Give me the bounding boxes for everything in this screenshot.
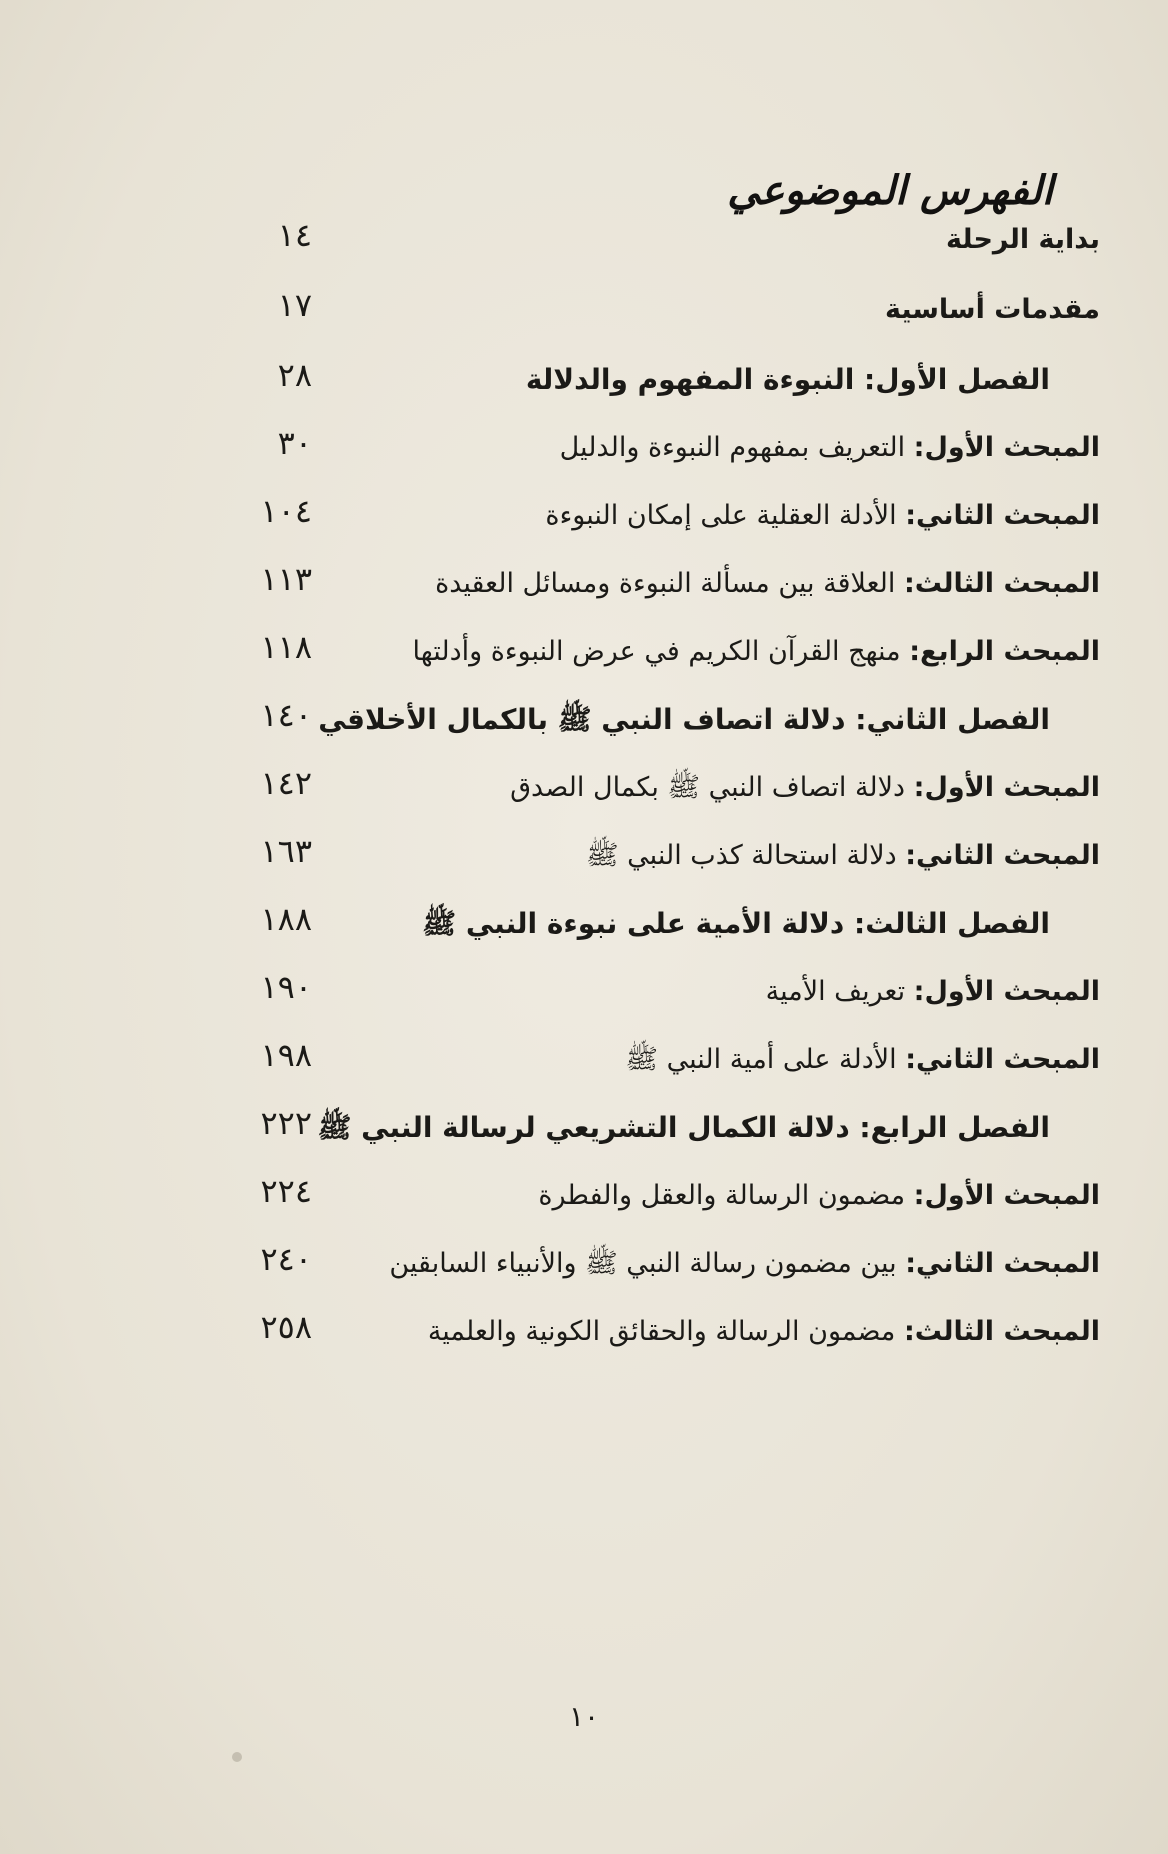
toc-entry-text: مقدمات أساسية [884, 294, 1100, 325]
toc-row [0, 1098, 1168, 1168]
toc-chapter [318, 690, 1050, 750]
toc-entry-text: بين مضمون رسالة النبي ﷺ والأنبياء السابقين [389, 1248, 906, 1279]
toc-section [545, 486, 1100, 546]
toc-entry-text: بداية الرحلة [946, 224, 1100, 255]
toc-entry-label: المبحث الثالث: [903, 568, 1100, 599]
toc-page-number: ١٤٠ [260, 696, 312, 734]
toc-row [0, 280, 1168, 350]
toc-entry [946, 210, 1100, 270]
toc-page-number: ١٤ [277, 216, 312, 254]
toc-entry-text: الأدلة على أمية النبي ﷺ [625, 1044, 906, 1075]
toc-row [0, 554, 1168, 624]
toc-page-number: ١٨٨ [260, 900, 312, 938]
paper-speck [232, 1752, 242, 1762]
toc-page-number: ٢٢٤ [260, 1172, 312, 1210]
toc-row [0, 1030, 1168, 1100]
toc-section [538, 1166, 1100, 1226]
toc-entry-text: مضمون الرسالة والعقل والفطرة [538, 1180, 914, 1211]
toc-section [428, 1302, 1100, 1362]
toc-section [435, 554, 1100, 614]
toc-page-number: ٢٥٨ [260, 1308, 312, 1346]
toc-entry-label: المبحث الأول: [913, 432, 1100, 463]
toc-page-number: ١٧ [277, 286, 312, 324]
toc-page-number: ٢٨ [277, 356, 312, 394]
toc-entry-text: الفصل الرابع: دلالة الكمال التشريعي لرسالة النبي ﷺ [317, 1111, 1050, 1144]
toc-entry-text: العلاقة بين مسألة النبوءة ومسائل العقيدة [435, 568, 904, 599]
toc-row [0, 758, 1168, 828]
toc-row [0, 894, 1168, 964]
toc-entry-label: المبحث الثاني: [905, 1248, 1100, 1279]
toc-chapter [526, 350, 1050, 410]
toc-page-number: ١٩٠ [260, 968, 312, 1006]
toc-section [586, 826, 1100, 886]
toc-row [0, 1234, 1168, 1304]
toc-entry-label: المبحث الأول: [913, 1180, 1100, 1211]
toc-page-number: ١١٨ [260, 628, 312, 666]
toc-page-number: ٢٤٠ [260, 1240, 312, 1278]
toc-chapter [318, 1098, 1050, 1158]
toc-entry-text: الفصل الأول: النبوءة المفهوم والدلالة [525, 363, 1050, 396]
toc-section [625, 1030, 1100, 1090]
toc-page-number: ١١٣ [260, 560, 312, 598]
toc-row [0, 486, 1168, 556]
toc-entry [885, 280, 1100, 340]
toc-section [560, 418, 1100, 478]
toc-row [0, 962, 1168, 1032]
toc-section [510, 758, 1100, 818]
toc-entry-text: الأدلة العقلية على إمكان النبوءة [545, 500, 906, 531]
toc-entry-text: الفصل الثالث: دلالة الأمية على نبوءة النبي ﷺ [422, 907, 1050, 940]
toc-row [0, 210, 1168, 280]
toc-entry-text: دلالة اتصاف النبي ﷺ بكمال الصدق [510, 772, 914, 803]
toc-entry-text: دلالة استحالة كذب النبي ﷺ [585, 840, 906, 871]
toc-page-number: ٢٢٢ [260, 1104, 312, 1142]
toc-row [0, 622, 1168, 692]
toc-page-number: ١٦٣ [260, 832, 312, 870]
toc-section [389, 1234, 1100, 1294]
toc-page-number: ٣٠ [277, 424, 312, 462]
toc-entry-label: المبحث الأول: [913, 976, 1100, 1007]
toc-entry-text: مضمون الرسالة والحقائق الكونية والعلمية [427, 1316, 904, 1347]
toc-entry-label: المبحث الرابع: [909, 636, 1100, 667]
toc-section [766, 962, 1100, 1022]
toc-entry-text: الفصل الثاني: دلالة اتصاف النبي ﷺ بالكمال الأخلاقي [318, 703, 1050, 736]
toc-entry-text: التعريف بمفهوم النبوءة والدليل [559, 432, 914, 463]
toc-entry-label: المبحث الثاني: [905, 1044, 1100, 1075]
toc-entry-text: منهج القرآن الكريم في عرض النبوءة وأدلتها [412, 636, 910, 667]
toc-page-number: ١٩٨ [260, 1036, 312, 1074]
toc-row [0, 826, 1168, 896]
toc-entry-label: المبحث الثاني: [905, 840, 1100, 871]
toc-section [413, 622, 1100, 682]
toc-entry-label: المبحث الثالث: [903, 1316, 1100, 1347]
toc-entry-label: المبحث الأول: [913, 772, 1100, 803]
toc-entry-text: تعريف الأمية [765, 976, 914, 1007]
toc-page-number: ١٠٤ [260, 492, 312, 530]
toc-chapter [422, 894, 1050, 954]
page-number: ١٠ [568, 1700, 600, 1733]
toc-row [0, 690, 1168, 760]
page-title: الفهرس الموضوعي [727, 168, 1053, 214]
toc-row [0, 350, 1168, 420]
toc-page-number: ١٤٢ [260, 764, 312, 802]
toc-row [0, 418, 1168, 488]
toc-entry-label: المبحث الثاني: [905, 500, 1100, 531]
toc-row [0, 1302, 1168, 1372]
toc-row [0, 1166, 1168, 1236]
